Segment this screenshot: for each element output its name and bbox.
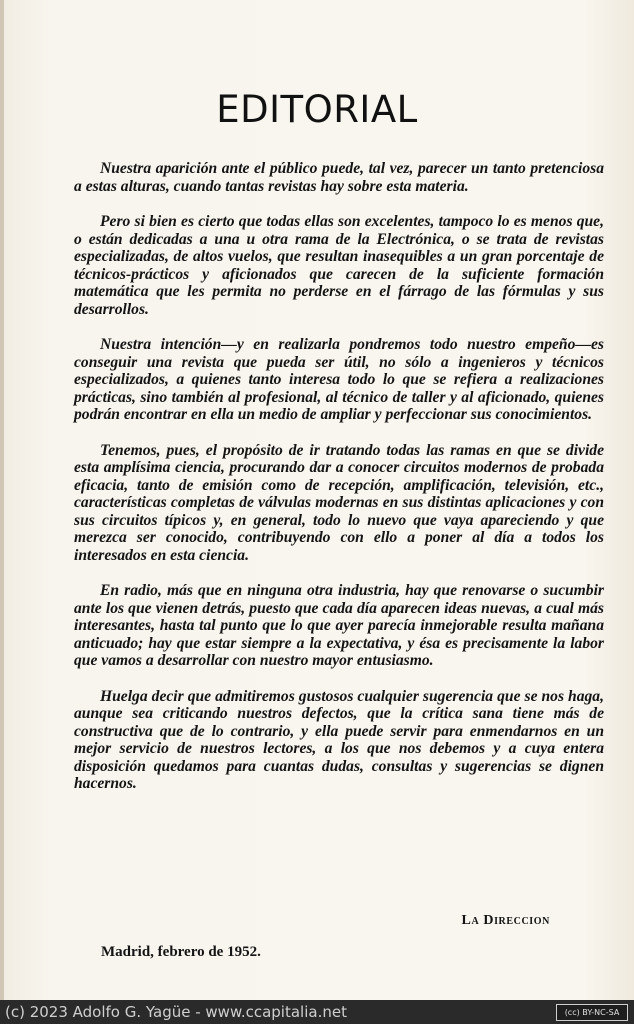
editorial-body [74,160,604,811]
paragraph-2: Pero si bien es cierto que todas ellas son excelentes, tampoco lo es menos que, o están dedicadas a una u otra rama de la Electrónica, o se trata de revistas especializadas, de altos vuelos, que resultan inasequibles a un gran porcentaje de técnicos-prácticos y aficionados que carecen de la suficiente formación matemática que les permita no perderse en el fárrago de las fórmulas y sus desarrollos. [74,213,604,318]
paragraph-3: Nuestra intención—y en realizarla pondremos todo nuestro empeño—es conseguir una revista que pueda ser útil, no sólo a ingenieros y técnicos especializados, a quienes tanto interesa todo lo que se refiera a realizaciones prácticas, sino también al profesional, al técnico de taller y al aficionado, quienes podrán encontrar en ella un medio de ampliar y perfeccionar sus conocimientos. [74,336,604,423]
paragraph-6: Huelga decir que admitiremos gustosos cualquier sugerencia que se nos haga, aunque sea criticando nuestros defectos, que la crítica sana tiene más de constructiva que de lo contrario, y ella puede servir para enmendarnos en un mejor servicio de nuestros lectores, a los que nos debemos y a cuya entera disposición quedamos para cuantas dudas, consultas y sugerencias se dignen hacernos. [74,687,604,792]
paragraph-1: Nuestra aparición ante el público puede, tal vez, parecer un tanto pretenciosa a estas alturas, cuando tantas revistas hay sobre esta materia. [74,160,604,195]
signature: La Direccion [461,913,550,928]
license-badge: (cc) BY-NC-SA [556,1004,628,1021]
page-title: EDITORIAL [216,88,418,131]
dateline: Madrid, febrero de 1952. [101,944,261,960]
page-edge [0,0,4,1000]
copyright-watermark: (c) 2023 Adolfo G. Yagüe - www.ccapitalia.net [5,1003,347,1021]
paragraph-4: Tenemos, pues, el propósito de ir tratando todas las ramas en que se divide esta amplísima ciencia, procurando dar a conocer circuitos modernos de probada eficacia, tanto de emisión como de recepción, amplificación, televisión, etc., características completas de válvulas modernas en sus distintas aplicaciones y con sus circuitos típicos y, en general, todo lo nuevo que vaya apareciendo y que merezca ser conocido, contribuyendo con ello a poner al día a todos los interesados en esta ciencia. [74,441,604,564]
footer-bar [0,1000,634,1024]
paragraph-5: En radio, más que en ninguna otra industria, hay que renovarse o sucumbir ante los que vienen detrás, puesto que cada día aparecen ideas nuevas, a cual más interesantes, hasta tal punto que lo que ayer parecía inmejorable resulta mañana anticuado; hay que estar siempre a la expectativa, y ésa es precisamente la labor que vamos a desarrollar con nuestro mayor entusiasmo. [74,582,604,669]
